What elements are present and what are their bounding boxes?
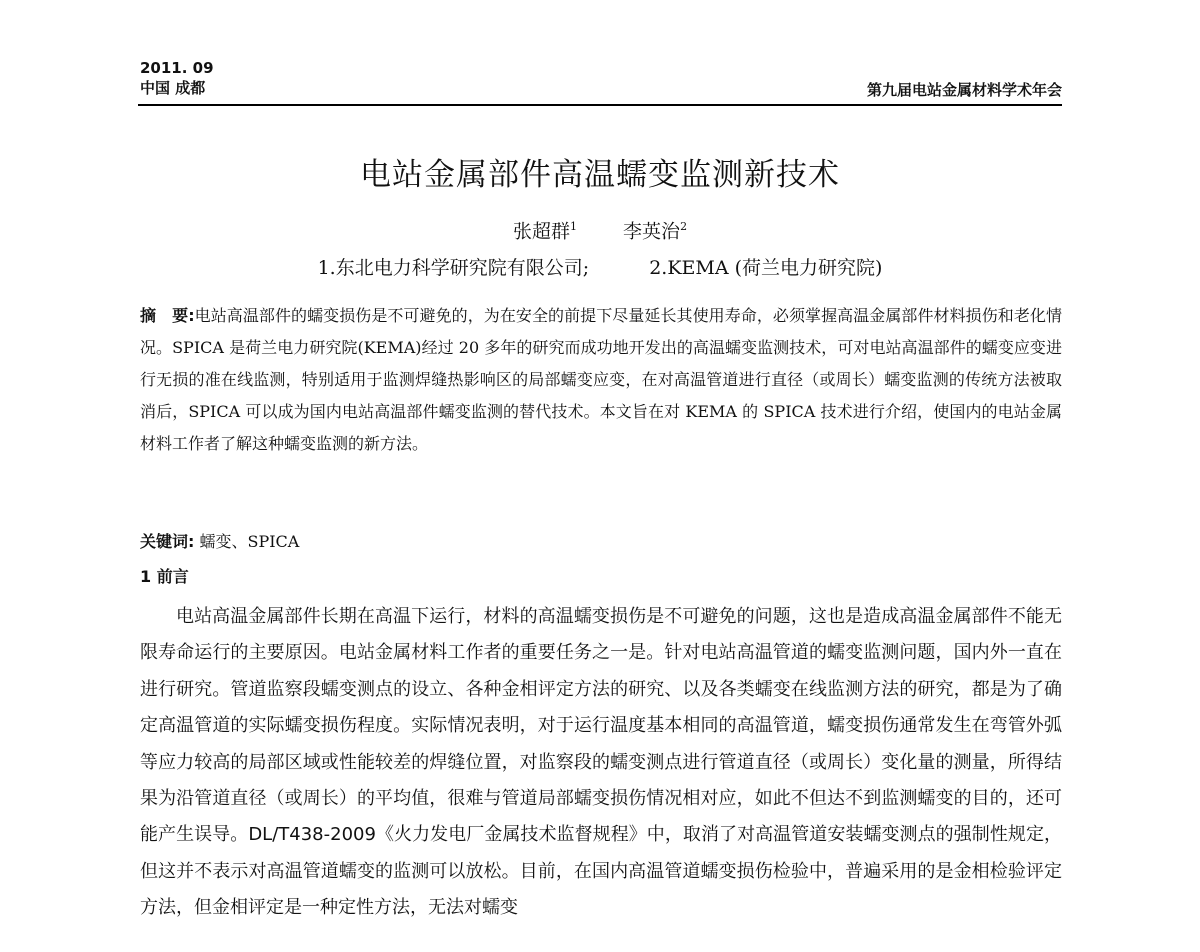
- affiliation-line: [0, 255, 1200, 281]
- header-conference: 第九届电站金属材料学术年会: [866, 81, 1062, 99]
- affiliation: 2.KEMA (荷兰电力研究院): [649, 257, 883, 279]
- affiliation: 1.东北电力科学研究院有限公司;: [317, 257, 590, 279]
- section-heading: 1 前言: [140, 567, 189, 586]
- header-rule: [138, 104, 1062, 106]
- keywords-label: 关键词:: [140, 532, 195, 551]
- body-paragraph: 电站高温金属部件长期在高温下运行，材料的高温蠕变损伤是不可避免的问题，这也是造成高温金属部件不能无限寿命运行的主要原因。电站金属材料工作者的重要任务之一是。针对电站高温管道的蠕变监测问题，国内外一直在进行研究。管道监察段蠕变测点的设立、各种金相评定方法的研究、以及各类蠕变在线监测方法的研究，都是为了确定高温管道的实际蠕变损伤程度。实际情况表明，对于运行温度基本相同的高温管道，蠕变损伤通常发生在弯管外弧等应力较高的局部区域或性能较差的焊缝位置，对监察段的蠕变测点进行管道直径（或周长）变化量的测量，所得结果为沿管道直径（或周长）的平均值，很难与管道局部蠕变损伤情况相对应，如此不但达不到监测蠕变的目的，还可能产生误导。DL/T438-2009《火力发电厂金属技术监督规程》中，取消了对高温管道安装蠕变测点的强制性规定，但这并不表示对高温管道蠕变的监测可以放松。目前，在国内高温管道蠕变损伤检验中，普遍采用的是金相检验评定方法，但金相评定是一种定性方法，无法对蠕变: [140, 606, 1062, 919]
- author-line: [0, 214, 1200, 244]
- abstract-label: 摘 要:: [140, 306, 195, 325]
- paper-title: 电站金属部件高温蠕变监测新技术: [360, 157, 840, 193]
- header-date: 2011. 09: [140, 59, 214, 77]
- keywords: [140, 527, 299, 557]
- header-location: 中国 成都: [140, 79, 206, 97]
- abstract-text: 电站高温部件的蠕变损伤是不可避免的，为在安全的前提下尽量延长其使用寿命，必须掌握高温金属部件材料损伤和老化情况。SPICA 是荷兰电力研究院(KEMA)经过 20 多年的研究而成功地开发出的高温蠕变监测技术，可对电站高温部件的蠕变应变进行无损的准在线监测，特别适用于监测焊缝热影响区的局部蠕变应变，在对高温管道进行直径（或周长）蠕变监测的传统方法被取消后，SPICA 可以成为国内电站高温部件蠕变监测的替代技术。本文旨在对 KEMA 的 SPICA 技术进行介绍，使国内的电站金属材料工作者了解这种蠕变监测的新方法。: [140, 306, 1062, 453]
- author-name: 李英治: [623, 220, 681, 243]
- author-name: 张超群: [512, 220, 570, 243]
- author-affil-mark: 2: [680, 220, 688, 233]
- abstract: [140, 300, 1062, 460]
- author-affil-mark: 1: [569, 220, 577, 233]
- keywords-text: 蠕变、SPICA: [199, 532, 300, 551]
- header-left: [140, 58, 214, 98]
